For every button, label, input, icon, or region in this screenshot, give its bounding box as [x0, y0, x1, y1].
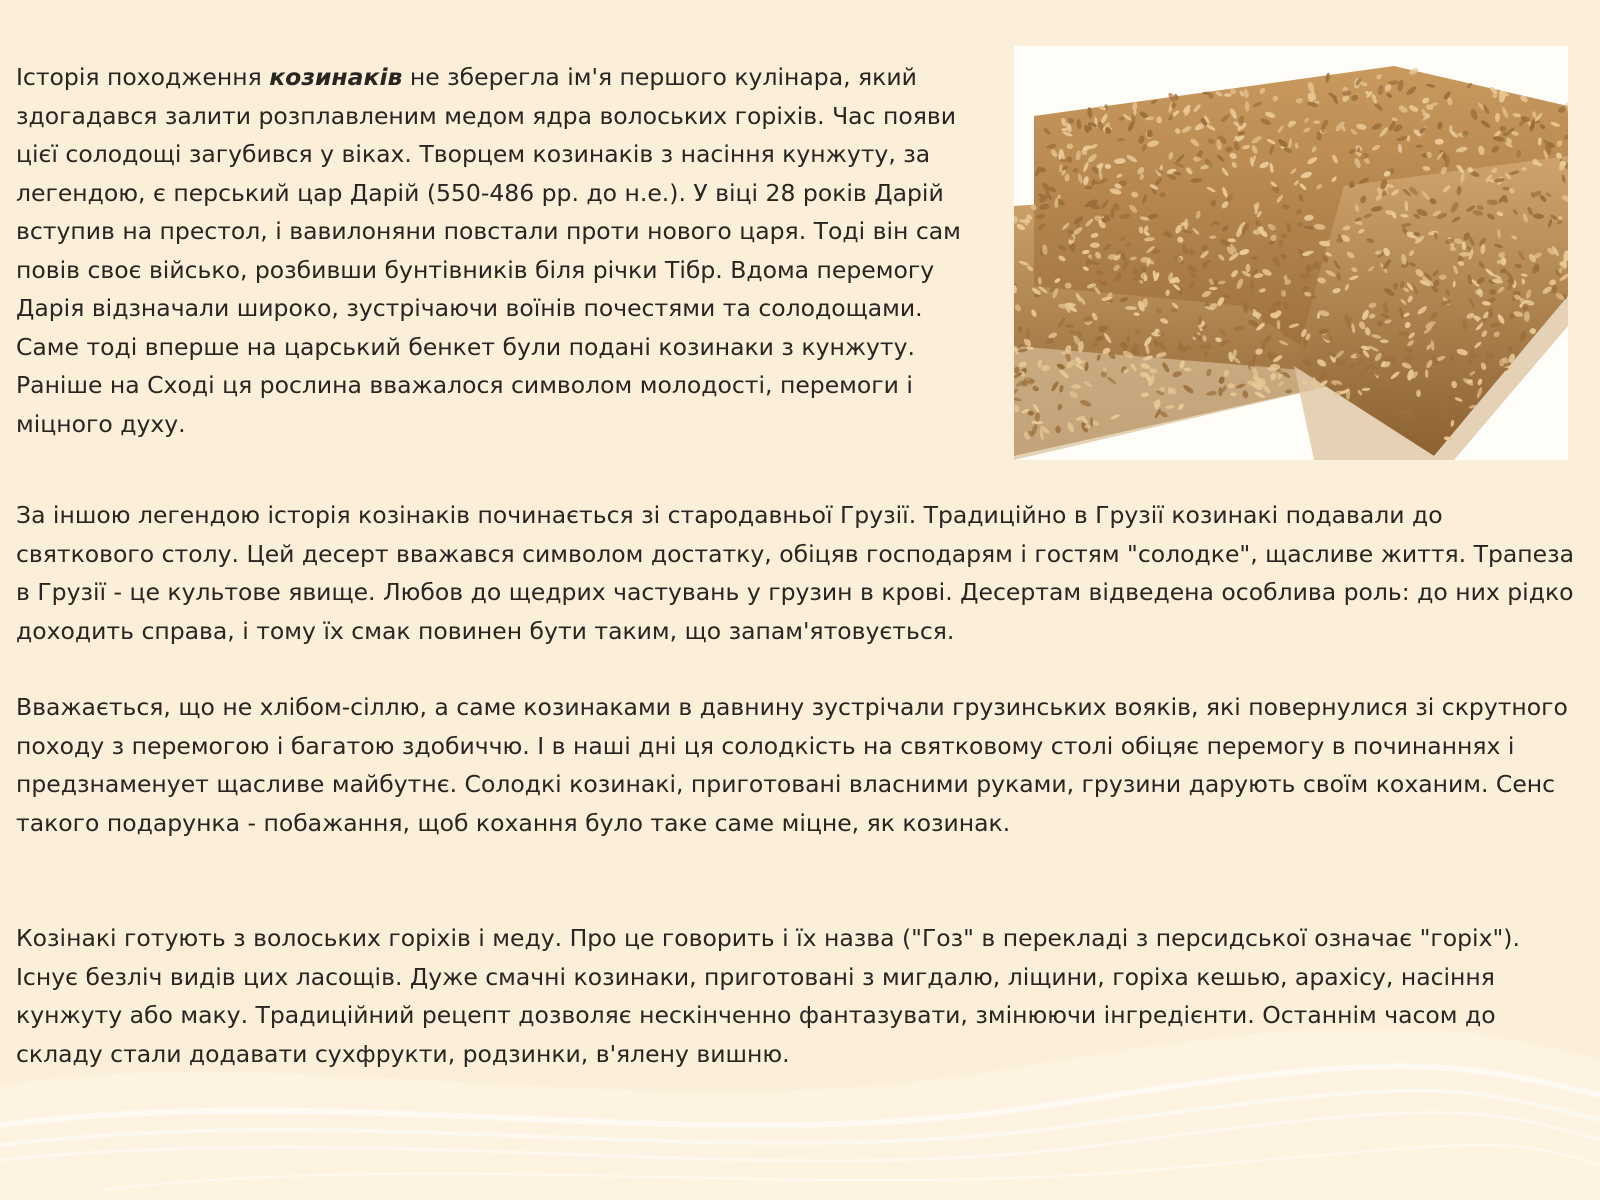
paragraph-georgian-warriors: Вважається, що не хлібом-сіллю, а саме козинаками в давнину зустрічали грузинських вояків, які повернулися зі скрутного походу з перемогою і багатою здобиччю. І в наші дні ця солодкість на святковому столі обіцяє перемогу в починаннях і предзнаменует щасливе майбутнє. Солодкі козинакі, приготовані власними руками, грузини дарують своїм коханим. Сенс такого подарунка - побажання, щоб кохання було таке саме міцне, як козинак.	[16, 693, 1568, 837]
paragraph1-rest: не зберегла ім'я першого кулінара, який здогадався залити розплавленим медом ядра волоських горіхів. Час появи цієї солодощі загубився у віках. Творцем козинаків з насіння кунжуту, за легендою, є перський цар Дарій (550-486 рр. до н.е.). У віці 28 років Дарій вступив на престол, і вавилоняни повстали проти нового царя. Тоді він сам повів своє військо, розбивши бунтівників біля річки Тібр. Вдома перемогу Дарія відзначали широко, зустрічаючи воїнів почестями та солодощами. Саме тоді вперше на царський бенкет були подані козинаки з кунжуту. Раніше на Сході ця рослина вважалося символом молодості, перемоги і міцного духу.	[16, 63, 961, 438]
paragraph-georgia-legend: За іншою легендою історія козінаків починається зі стародавньої Грузії. Традиційно в Грузії козинакі подавали до святкового столу. Цей десерт вважався символом достатку, обіцяв господарям і гостям "солодке", щасливе життя. Трапеза в Грузії - це культове явище. Любов до щедрих частувань у грузин в крові. Десертам відведена особлива роль: до них рідко доходить справа, і тому їх смак повинен бути таким, що запам'ятовується.	[16, 501, 1574, 645]
paragraph-ingredients: Козінакі готують з волоських горіхів і меду. Про це говорить і їх назва ("Гоз" в перекладі з персидської означає "горіх"). Існує безліч видів цих ласощів. Дуже смачні козинаки, приготовані з мигдалю, ліщини, горіха кешью, арахісу, насіння кунжуту або маку. Традиційний рецепт дозволяє нескінченно фантазувати, змінюючи інгредієнти. Останнім часом до складу стали додавати сухфрукти, родзинки, в'ялену вишню.	[16, 924, 1520, 1068]
kozinaki-photo	[1014, 46, 1568, 460]
paragraph1-start: Історія походження	[16, 63, 270, 91]
kozinaki-emphasis: козинаків	[269, 63, 403, 91]
paragraph-history-darius	[16, 58, 986, 443]
